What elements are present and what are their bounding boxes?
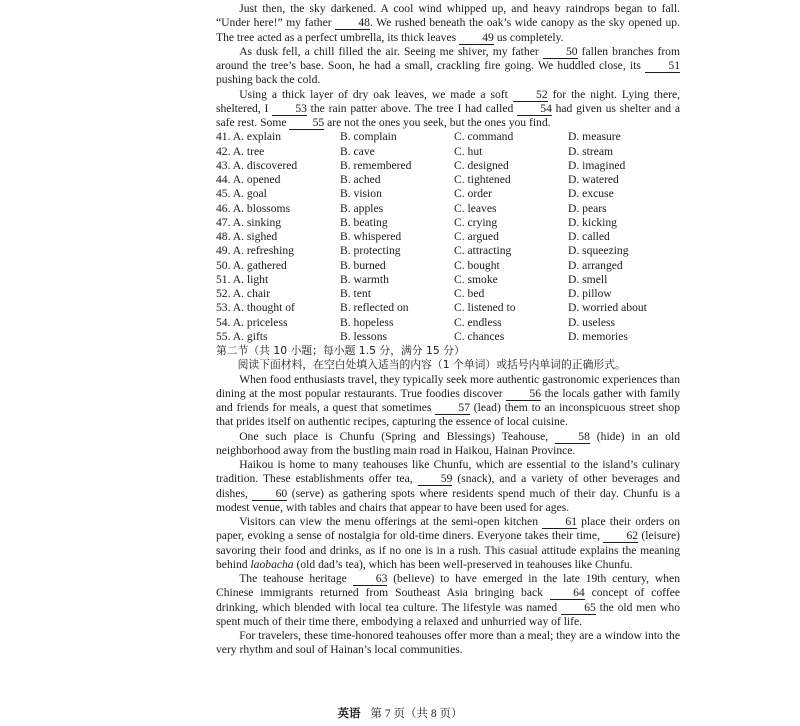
option-choice: D. kicking	[568, 215, 617, 229]
option-choice: C. argued	[454, 230, 499, 243]
option-choice: D. stream	[568, 144, 614, 158]
option-row	[216, 173, 680, 187]
text: Visitors can view the menu offerings at the semi-open kitchen	[239, 515, 543, 528]
text: The teahouse heritage	[239, 572, 353, 585]
footer-page-number: 第 7 页（共 8 页）	[370, 708, 463, 720]
option-row	[216, 316, 680, 330]
option-choice: 42. A. tree	[216, 144, 265, 158]
section-2-heading: 第二节（共 10 小题；每小题 1.5 分，满分 15 分）	[216, 344, 465, 357]
option-choice: D. excuse	[568, 187, 614, 201]
option-choice: B. lessons	[340, 329, 388, 343]
option-choice: B. tent	[340, 287, 371, 300]
page-footer	[0, 705, 800, 721]
blank-57: 57	[435, 402, 470, 415]
option-choice: 43. A. discovered	[216, 158, 298, 172]
option-choice: D. smell	[568, 272, 608, 286]
text: One such place is Chunfu (Spring and Blessings) Teahouse,	[239, 429, 556, 443]
footer-subject: 英语	[337, 706, 361, 720]
option-choice: B. cave	[340, 144, 375, 158]
blank-64: 64	[550, 587, 585, 600]
option-choice: D. memories	[568, 329, 628, 343]
blank-49: 49	[459, 32, 494, 45]
option-choice: D. pillow	[568, 287, 612, 300]
option-choice: 41. A. explain	[216, 130, 282, 144]
option-choice: 51. A. light	[216, 272, 269, 286]
option-choice: B. burned	[340, 258, 386, 272]
option-choice: C. tightened	[454, 173, 511, 186]
option-choice: D. pears	[568, 201, 607, 215]
section-2-instruction: 阅读下面材料，在空白处填入适当的内容（1 个单词）或括号内单词的正确形式。	[237, 358, 626, 372]
option-choice: B. whispered	[340, 230, 402, 243]
blank-53: 53	[272, 103, 307, 116]
text: (old dad’s tea), which has been well-preserved in teahouses like Chunfu.	[293, 557, 633, 571]
option-row	[216, 187, 680, 201]
option-choice: C. command	[454, 130, 514, 144]
passage1-paragraph-2	[216, 45, 680, 88]
option-row	[216, 273, 680, 287]
blank-63: 63	[353, 573, 388, 586]
option-choice: D. watered	[568, 173, 619, 186]
option-choice: B. reflected on	[340, 301, 409, 315]
blank-50: 50	[543, 46, 578, 59]
blank-56: 56	[506, 388, 541, 401]
blank-58: 58	[555, 431, 590, 444]
text: pushing back the cold.	[216, 73, 321, 87]
italic-term: laobacha	[250, 557, 294, 571]
option-choice: D. arranged	[568, 258, 623, 272]
option-choice: C. designed	[454, 158, 509, 172]
option-choice: D. squeezing	[568, 244, 629, 258]
blank-55: 55	[289, 117, 324, 130]
blank-62: 62	[603, 530, 638, 543]
option-choice: D. measure	[568, 130, 621, 144]
text: (believe) to have emerged in the late 19th century, when Chinese immigrants returned from Southeast Asia bringing back	[216, 572, 680, 600]
passage1-paragraph-3	[216, 88, 680, 131]
blank-60: 60	[252, 488, 287, 501]
blank-54: 54	[517, 103, 552, 116]
answer-options	[216, 130, 680, 344]
option-choice: B. complain	[340, 130, 397, 144]
blank-51: 51	[645, 60, 680, 73]
text: When food enthusiasts travel, they typically seek more authentic gastronomic experiences than dining at the most popular restaurants. True foodies discover	[216, 372, 680, 400]
text: concept of coffee drinking, which blended with local tea culture. The lifestyle was named	[216, 586, 680, 614]
option-choice: 55. A. gifts	[216, 329, 268, 343]
text: (hide) in an old neighborhood away from the bustling main road in Haikou, Hainan Province.	[216, 429, 680, 457]
passage2-paragraph-3	[216, 458, 680, 515]
option-choice: C. bought	[454, 258, 500, 272]
text: for the night. Lying there, sheltered, I	[216, 87, 681, 115]
text: As dusk fell, a chill filled the air. Seeing me shiver, my father	[239, 44, 543, 58]
text: place their orders on paper, evoking a sense of nostalgia for old-time diners. Everyone takes their time,	[216, 515, 680, 543]
option-choice: 53. A. thought of	[216, 301, 295, 315]
option-choice: C. chances	[454, 329, 505, 343]
option-choice: 50. A. gathered	[216, 258, 287, 272]
option-row	[216, 287, 680, 301]
passage2-paragraph-1	[216, 373, 680, 430]
option-choice: D. worried about	[568, 301, 647, 315]
option-choice: C. leaves	[454, 201, 497, 215]
text: (serve) as gathering spots where residents spend much of their day. Chunfu is a modest venue, with tables and chairs that appear to have been used for ages.	[216, 486, 680, 514]
option-choice: D. imagined	[568, 158, 626, 172]
text: (snack), and a variety of other beverages and dishes,	[216, 472, 680, 500]
text: Just then, the sky darkened. A cool wind whipped up, and heavy raindrops began to fall. “Under here!” my father	[216, 2, 680, 30]
option-choice: C. order	[454, 187, 492, 201]
option-choice: C. crying	[454, 215, 498, 229]
option-choice: 47. A. sinking	[216, 215, 282, 229]
option-choice: C. hut	[454, 144, 483, 158]
text: the locals gather with family and friends for meals, a quest that sometimes	[216, 386, 680, 414]
page-content	[216, 2, 680, 658]
blank-65: 65	[561, 602, 596, 615]
passage1-paragraph-1	[216, 2, 680, 45]
blank-59: 59	[418, 473, 453, 486]
option-choice: D. useless	[568, 315, 616, 329]
option-row	[216, 244, 680, 258]
option-choice: D. called	[568, 230, 610, 243]
option-choice: C. listened to	[454, 301, 516, 315]
option-row	[216, 330, 680, 344]
text: us completely.	[493, 30, 564, 44]
option-choice: C. bed	[454, 287, 485, 300]
option-choice: 54. A. priceless	[216, 315, 288, 329]
option-choice: B. hopeless	[340, 315, 394, 329]
option-choice: 45. A. goal	[216, 187, 267, 201]
option-row	[216, 230, 680, 244]
option-choice: B. apples	[340, 201, 384, 215]
option-row	[216, 216, 680, 230]
text: had given us shelter and a safe rest. Some	[216, 101, 680, 129]
passage2-paragraph-5	[216, 572, 680, 629]
option-choice: C. smoke	[454, 272, 498, 286]
option-choice: B. beating	[340, 215, 388, 229]
option-row	[216, 202, 680, 216]
option-row	[216, 159, 680, 173]
blank-61: 61	[542, 516, 577, 529]
option-choice: C. endless	[454, 315, 502, 329]
text: the rain patter above. The tree I had called	[306, 101, 518, 115]
option-row	[216, 145, 680, 159]
text: For travelers, these time-honored teahouses offer more than a meal; they are a window into the very rhythm and soul of Hainan’s local communities.	[216, 629, 680, 657]
option-choice: 46. A. blossoms	[216, 201, 291, 215]
option-choice: 49. A. refreshing	[216, 244, 294, 258]
option-choice: B. ached	[340, 173, 381, 186]
text: (lead) them to an inconspicuous street shop that prides itself on authentic recipes, capturing the essence of local cuisine.	[216, 401, 680, 429]
option-choice: B. remembered	[340, 158, 412, 172]
passage2-paragraph-4	[216, 515, 680, 572]
option-row	[216, 259, 680, 273]
text: (leisure) savoring their food and drinks, as if no one is in a rush. This casual attitude explains the meaning behind	[216, 529, 680, 571]
option-choice: B. vision	[340, 187, 382, 201]
option-choice: 44. A. opened	[216, 173, 281, 186]
option-choice: 52. A. chair	[216, 287, 271, 300]
option-choice: B. warmth	[340, 272, 389, 286]
text: the old men who spent much of their time there, embodying a relaxed and unhurried way of life.	[216, 600, 680, 628]
option-choice: C. attracting	[454, 244, 512, 258]
option-choice: B. protecting	[340, 244, 401, 258]
blank-48: 48	[335, 17, 370, 30]
text: are not the ones you seek, but the ones you find.	[324, 116, 551, 129]
blank-52: 52	[513, 89, 548, 102]
option-choice: 48. A. sighed	[216, 230, 278, 243]
text: Using a thick layer of dry oak leaves, we made a soft	[239, 87, 513, 101]
text: . We rushed beneath the oak’s wide canopy as the sky opened up. The tree acted as a perfect umbrella, its thick leaves	[216, 16, 680, 44]
text: Haikou is home to many teahouses like Chunfu, which are essential to the island’s culinary tradition. These establishments offer tea,	[216, 458, 680, 486]
text: fallen branches from around the tree’s base. Soon, he had a small, crackling fire going. We huddled close, its	[216, 44, 681, 72]
passage2-paragraph-6	[216, 629, 680, 658]
option-row	[216, 130, 680, 144]
passage2-paragraph-2	[216, 430, 680, 459]
option-row	[216, 301, 680, 315]
